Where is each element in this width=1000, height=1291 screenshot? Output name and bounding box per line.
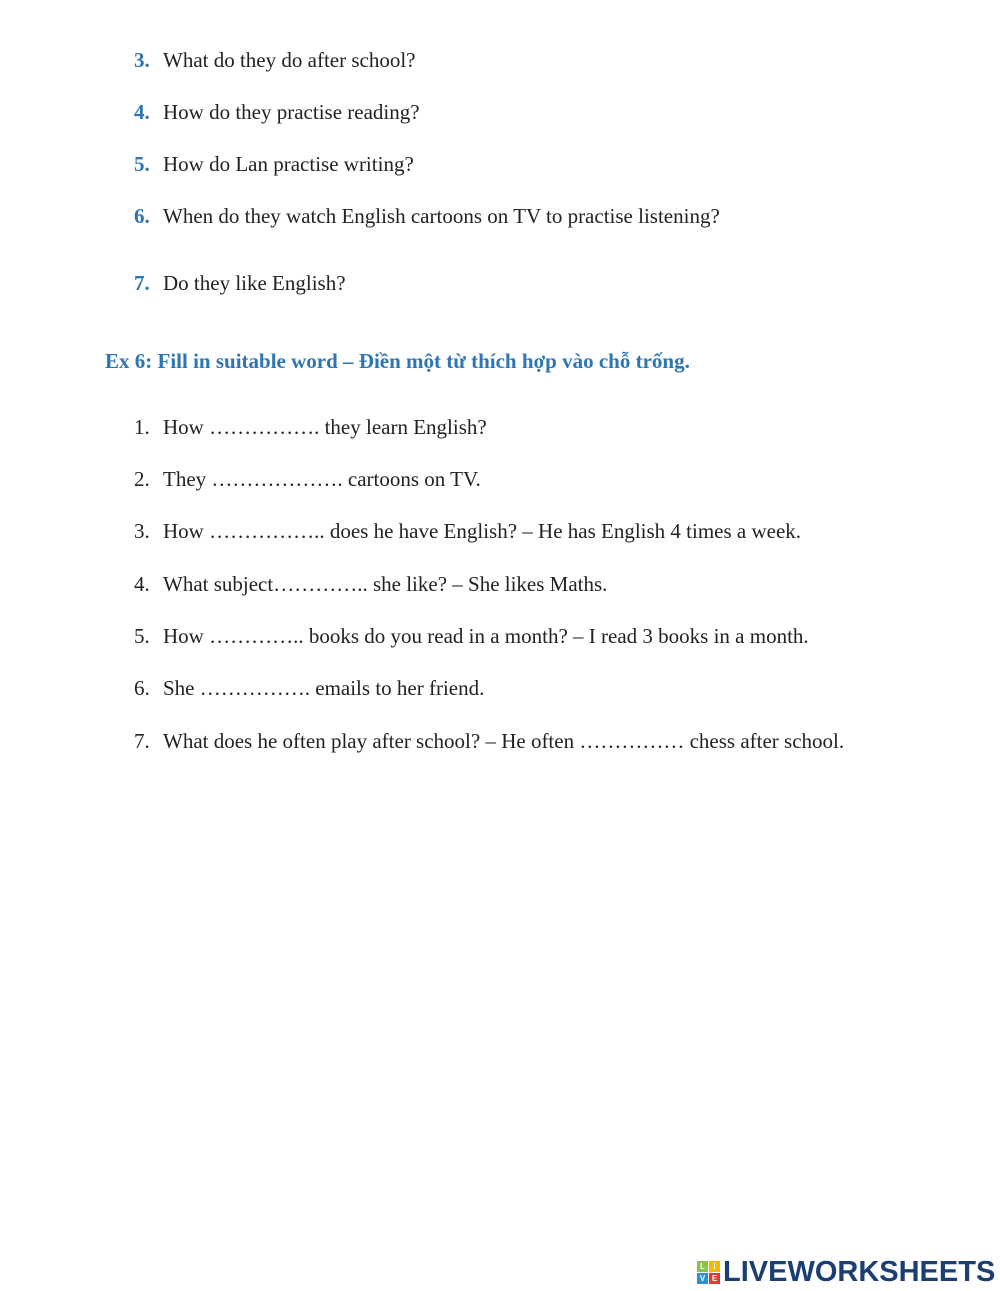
ex6-item-2: 2. They ………………. cartoons on TV.: [134, 467, 481, 491]
question-5: 5. How do Lan practise writing?: [134, 152, 414, 176]
ex6-item-7: 7. What does he often play after school? – He often …………… chess after school.: [134, 729, 845, 753]
ex6-item-5: 5. How ………….. books do you read in a month? – I read 3 books in a month.: [134, 624, 809, 648]
question-6: 6. When do they watch English cartoons on TV to practise listening?: [134, 204, 720, 228]
liveworksheets-logo: L I V E LIVEWORKSHEETS: [697, 1256, 995, 1289]
ex6-item-1: 1. How ……………. they learn English?: [134, 415, 487, 439]
ex6-item-6: 6. She ……………. emails to her friend.: [134, 676, 485, 700]
ex6-item-4: 4. What subject………….. she like? – She likes Maths.: [134, 572, 608, 596]
ex6-item-3: 3. How …………….. does he have English? – He has English 4 times a week.: [134, 519, 802, 543]
question-7: 7. Do they like English?: [134, 271, 346, 295]
exercise-6-heading: Ex 6: Fill in suitable word – Điền một từ thích hợp vào chỗ trống.: [105, 349, 690, 373]
question-4: 4. How do they practise reading?: [134, 100, 420, 124]
logo-tiles-icon: L I V E: [697, 1261, 720, 1284]
question-3: 3. What do they do after school?: [134, 48, 416, 72]
